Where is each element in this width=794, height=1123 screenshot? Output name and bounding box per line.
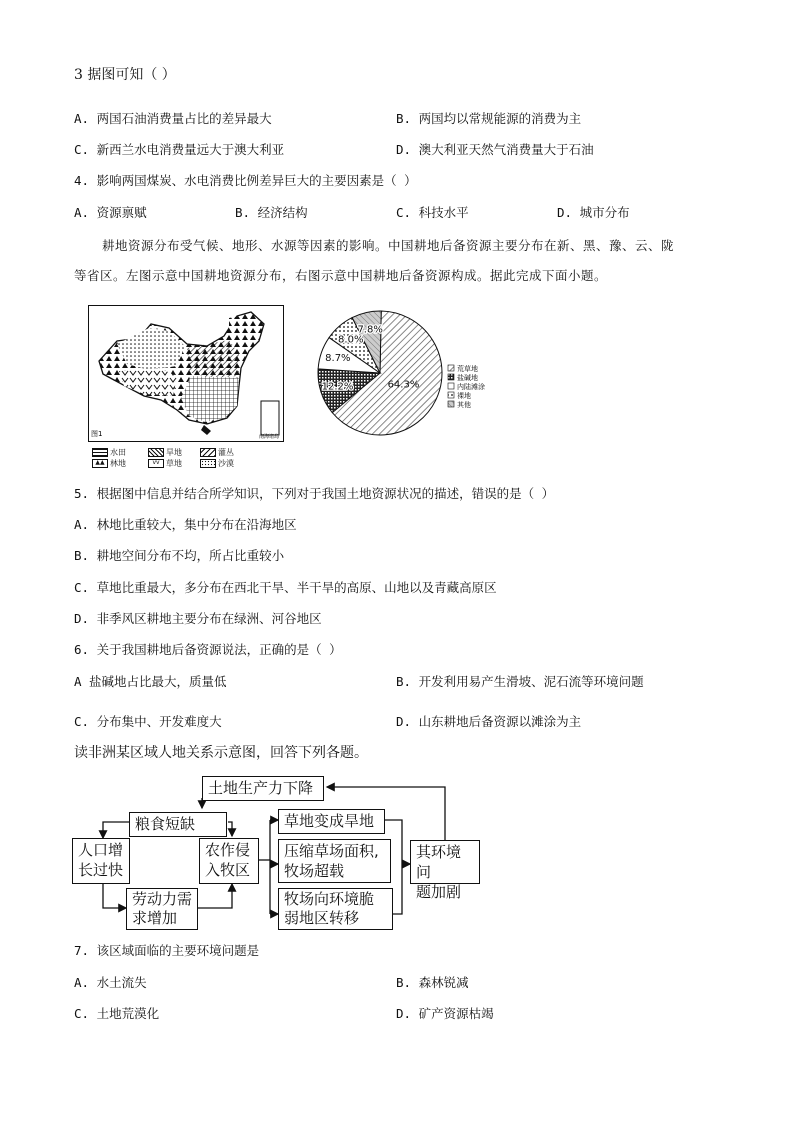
q5-option-a: A. 林地比重较大，集中分布在沿海地区 [74,517,297,532]
q5-option-b: B. 耕地空间分布不均，所占比重较小 [74,548,285,563]
q4-option-a: A. 资源禀赋 [74,205,147,220]
legend-grass-label: 草地 [166,459,182,468]
pie-label-3: 8.0% [338,334,364,346]
legend-forest-label: 林地 [110,459,126,468]
pie-label-0: 64.3% [387,379,420,391]
passage-line-2: 等省区。左图示意中国耕地资源分布，右图示意中国耕地后备资源构成。据此完成下面小题。 [74,268,608,283]
legend-paddy [92,447,126,458]
pie-legend-swatch-2 [448,383,454,389]
q6-option-d: D. 山东耕地后备资源以滩涂为主 [396,714,582,729]
china-farmland-map [88,305,284,442]
q4-option-d: D. 城市分布 [557,205,630,220]
q3-option-d: D. 澳大利亚天然气消费量大于石油 [396,142,594,157]
flow-box-food-shortage: 粮食短缺 [129,812,227,837]
q4-stem: 4. 影响两国煤炭、水电消费比例差异巨大的主要因素是（ ） [74,173,417,188]
pie-legend-label-0: 荒草地 [457,365,478,373]
map-inset-label: 南海诸岛 [259,434,280,440]
legend-forest [92,458,126,469]
pie-legend-label-3: 裸地 [457,392,471,400]
q6-option-a: A 盐碱地占比最大，质量低 [74,674,227,689]
vee-swatch-icon: vv [148,459,164,468]
q3-option-b: B. 两国均以常规能源的消费为主 [396,111,582,126]
q7-option-c: C. 土地荒漠化 [74,1006,160,1021]
dots-swatch-icon [200,459,216,468]
shrub-swatch-icon [200,448,216,457]
q7-stem: 7. 该区域面临的主要环境问题是 [74,943,260,958]
q7-option-a: A. 水土流失 [74,975,147,990]
q6-option-b: B. 开发利用易产生滑坡、泥石流等环境问题 [396,674,644,689]
q5-option-d: D. 非季风区耕地主要分布在绿洲、河谷地区 [74,611,322,626]
q7-option-b: B. 森林锐减 [396,975,469,990]
q6-stem: 6. 关于我国耕地后备资源说法，正确的是（ ） [74,642,342,657]
legend-paddy-label: 水田 [110,448,126,457]
legend-shrub [200,447,234,458]
q4-option-b: B. 经济结构 [235,205,308,220]
reserve-pie-chart [310,305,520,445]
q6-option-c: C. 分布集中、开发难度大 [74,714,222,729]
flow-box-move: 牧场向环境脆 弱地区转移 [278,888,393,930]
pie-label-1: 12.2% [321,381,354,393]
map-figure-label: 图1 [91,430,103,438]
q7-intro: 读非洲某区域人地关系示意图，回答下列各题。 [74,745,368,761]
pie-legend-swatch-0 [448,365,454,371]
flow-box-env-worse: 其环境问 题加剧 [410,840,480,884]
pie-legend-label-4: 其他 [457,401,471,409]
hatch-swatch-icon [148,448,164,457]
flow-box-grass-to-dry: 草地变成旱地 [278,809,385,834]
flow-box-population: 人口增 长过快 [72,838,130,884]
pie-legend-label-2: 内陆滩涂 [457,383,485,391]
triangle-swatch-icon: ▲▲ [92,459,108,468]
flow-box-cropland: 农作侵 入牧区 [199,838,259,884]
pie-label-2: 8.7% [325,353,351,365]
q3-stem: 3 据图可知（ ） [74,67,176,83]
legend-desert-label: 沙漠 [218,459,234,468]
legend-grass [148,458,182,469]
pie-legend-swatch-1 [448,374,454,380]
pie-legend-label-1: 盐碱地 [457,374,478,382]
flow-box-land-decline: 土地生产力下降 [202,776,324,801]
pie-legend-swatch-4 [448,401,454,407]
legend-dryland-label: 旱地 [166,448,182,457]
passage-line-1: 耕地资源分布受气候、地形、水源等因素的影响。中国耕地后备资源主要分布在新、黑、豫、云、陇 [102,238,675,253]
legend-dryland [148,447,182,458]
q5-option-c: C. 草地比重最大，多分布在西北干旱、半干旱的高原、山地以及青藏高原区 [74,580,497,595]
pie-legend-swatch-3 [448,392,454,398]
q5-stem: 5. 根据图中信息并结合所学知识，下列对于我国土地资源状况的描述，错误的是（ ） [74,486,555,501]
q3-option-c: C. 新西兰水电消费量远大于澳大利亚 [74,142,285,157]
q3-option-a: A. 两国石油消费量占比的差异最大 [74,111,272,126]
flow-box-compress: 压缩草场面积, 牧场超载 [278,839,391,883]
grid-swatch-icon [92,448,108,457]
legend-desert [200,458,234,469]
china-map-graphic [89,306,282,440]
q7-option-d: D. 矿产资源枯竭 [396,1006,494,1021]
pie-label-4: 7.8% [357,324,383,336]
legend-shrub-label: 灌丛 [218,448,234,457]
flow-box-labor: 劳动力需 求增加 [126,888,198,930]
q4-option-c: C. 科技水平 [396,205,469,220]
